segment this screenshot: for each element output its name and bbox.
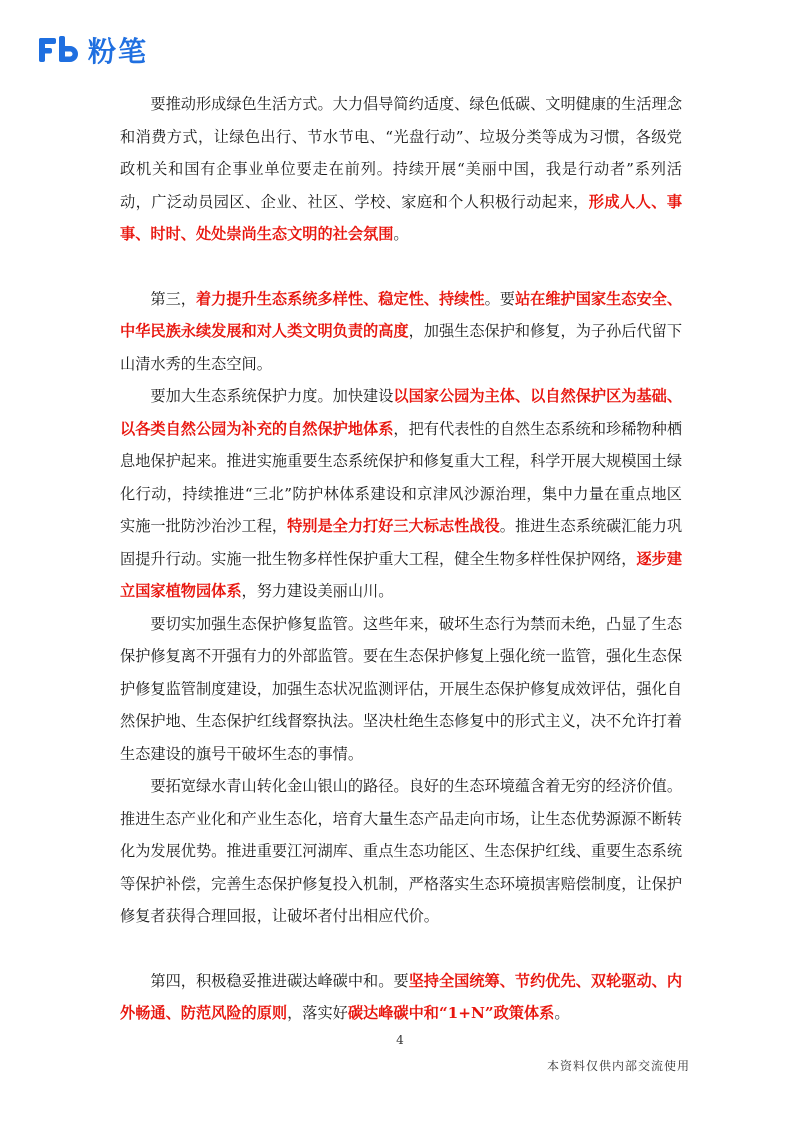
paragraph-green-mountains bbox=[120, 770, 682, 933]
highlight-text: 形成人人、事事、时时、处处崇尚生态文明的社会氛围 bbox=[120, 192, 683, 243]
paragraph-green-lifestyle bbox=[120, 88, 682, 251]
page-number: 4 bbox=[396, 1033, 404, 1047]
body-text: 要推动形成绿色生活方式。大力倡导简约适度、绿色低碳、文明健康的生活理念和消费方式，让绿色出行、节水节电、“光盘行动”、垃圾分类等成为习惯，各级党政机关和国有企事业单位要走在前列。持续开展“美丽中国，我是行动者”系列活动，广泛动员园区、企业、社区、学校、家庭和个人积极行动起来， bbox=[120, 95, 682, 211]
body-text: ，落实好 bbox=[287, 1004, 348, 1022]
body-text: 。 bbox=[393, 225, 409, 243]
section-gap bbox=[120, 933, 682, 965]
highlight-text: 站在维护国家生态安全、中华民族永续发展和对人类文明负责的高度 bbox=[120, 289, 683, 340]
body-text: 第四，积极稳妥推进碳达峰碳中和。要 bbox=[150, 971, 409, 990]
paragraph-section-three bbox=[120, 283, 682, 381]
highlight-text: 特别是全力打好三大标志性战役 bbox=[287, 517, 500, 535]
paragraph-section-four bbox=[120, 965, 682, 1030]
highlight-text: 逐步建立国家植物园体系 bbox=[120, 549, 683, 600]
body-text: 要拓宽绿水青山转化金山银山的路径。良好的生态环境蕴含着无穷的经济价值。推进生态产业化和产业生态化，培育大量生态产品走向市场，让生态优势源源不断转化为发展优势。推进重要江河湖库、重点生态功能区、生态保护红线、重要生态系统等保护补偿，完善生态保护修复投入机制，严格落实生态环境损害赔偿制度，让保护修复者获得合理回报，让破坏者付出相应代价。 bbox=[120, 777, 682, 925]
body-text: 要切实加强生态保护修复监管。这些年来，破坏生态行为禁而未绝，凸显了生态保护修复离不开强有力的外部监管。要在生态保护修复上强化统一监管，强化生态保护修复监管制度建设，加强生态状况监测评估，开展生态保护修复成效评估，强化自然保护地、生态保护红线督察执法。坚决杜绝生态修复中的形式主义，决不允许打着生态建设的旗号干破坏生态的事情。 bbox=[120, 614, 682, 763]
fb-logo-icon bbox=[38, 35, 82, 65]
highlight-text: 碳达峰碳中和“1+N”政策体系 bbox=[347, 1004, 555, 1022]
body-text: 第三， bbox=[150, 289, 196, 308]
body-text: ，加强生态保护和修复，为子孙后代留下山清水秀的生态空间。 bbox=[120, 322, 683, 373]
section-gap bbox=[120, 251, 682, 283]
body-text: ，把有代表性的自然生态系统和珍稀物种栖息地保护起来。推进实施重要生态系统保护和修复重大工程，科学开展大规模国土绿化行动，持续推进“三北”防护林体系建设和京津风沙源治理，集中力量在重点地区实施一批防沙治沙工程， bbox=[120, 419, 683, 535]
body-text: 。推进生态系统碳汇能力巩固提升行动。实施一批生物多样性保护重大工程，健全生物多样性保护网络， bbox=[120, 517, 683, 568]
body-text: ，努力建设美丽山川。 bbox=[241, 582, 394, 600]
body-text: 要加大生态系统保护力度。加快建设 bbox=[150, 387, 394, 405]
paragraph-ecosystem-protection bbox=[120, 380, 682, 608]
highlight-text: 坚持全国统筹、节约优先、双轮驱动、内外畅通、防范风险的原则 bbox=[120, 971, 683, 1022]
highlight-text: 着力提升生态系统多样性、稳定性、持续性 bbox=[195, 289, 485, 308]
logo-text: 粉笔 bbox=[88, 35, 149, 68]
document-body bbox=[120, 88, 682, 1030]
brand-logo bbox=[38, 30, 148, 70]
body-text: 。要 bbox=[484, 289, 515, 308]
body-text: 。 bbox=[554, 1004, 570, 1022]
footer-note: 本资料仅供内部交流使用 bbox=[546, 1059, 690, 1073]
highlight-text: 以国家公园为主体、以自然保护区为基础、以各类自然公园为补充的自然保护地体系 bbox=[120, 387, 683, 438]
paragraph-supervision bbox=[120, 608, 682, 771]
